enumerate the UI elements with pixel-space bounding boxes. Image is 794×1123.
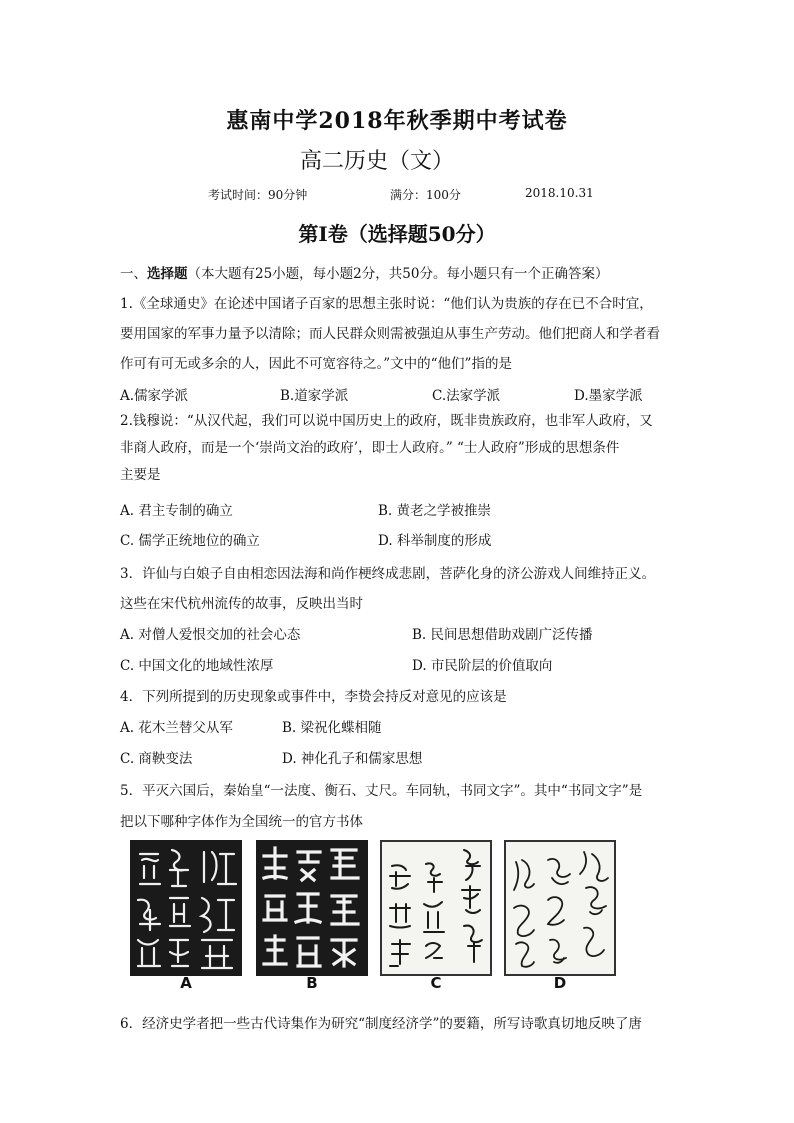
- cursive-script-image: [504, 840, 616, 976]
- exam-time: 考试时间：90分钟: [208, 188, 308, 202]
- exam-subtitle: 高二历史（文）: [300, 149, 455, 174]
- q2-option-c: C. 儒学正统地位的确立: [120, 533, 260, 549]
- q4-option-a: A. 花木兰替父从军: [120, 720, 233, 736]
- q1-line-2: 要用国家的军事力量予以清除；而人民群众则需被强迫从事生产劳动。他们把商人和学者看: [120, 326, 660, 342]
- q5-line-2: 把以下哪种字体作为全国统一的官方书体: [120, 814, 363, 830]
- q1-option-d: D.墨家学派: [574, 388, 643, 404]
- q2-option-d: D. 科举制度的形成: [378, 533, 492, 549]
- script-label-c: C: [430, 974, 442, 992]
- script-sample-c: [380, 840, 492, 990]
- q6-line-1: 6．经济史学者把一些古代诗集作为研究“制度经济学”的要籍，所写诗歌真切地反映了唐: [120, 1016, 642, 1032]
- exam-title: 惠南中学2018年秋季期中考试卷: [226, 108, 568, 134]
- q4-option-c: C. 商鞅变法: [120, 751, 193, 767]
- exam-date: 2018.10.31: [525, 186, 594, 200]
- q4-option-b: B. 梁祝化蝶相随: [282, 720, 382, 736]
- q1-option-a: A.儒家学派: [120, 388, 189, 404]
- q5-line-1: 5．平灭六国后，秦始皇“一法度、衡石、丈尺。车同轨，书同文字”。其中“书同文字”是: [120, 783, 643, 799]
- section-title: 第Ⅰ卷（选择题50分）: [298, 222, 496, 246]
- running-script-image: [380, 840, 492, 976]
- script-sample-b: [256, 840, 368, 990]
- q2-line-1: 2.钱穆说：“从汉代起，我们可以说中国历史上的政府，既非贵族政府，也非军人政府，又: [120, 413, 653, 429]
- q4-line-1: 4．下列所提到的历史现象或事件中，李贽会持反对意见的应该是: [120, 689, 507, 705]
- script-label-a: A: [180, 974, 192, 992]
- script-sample-d: [504, 840, 616, 990]
- q3-line-1: 3．许仙与白娘子自由相恋因法海和尚作梗终成悲剧，菩萨化身的济公游戏人间维持正义。: [120, 566, 656, 582]
- q3-line-2: 这些在宋代杭州流传的故事，反映出当时: [120, 596, 363, 612]
- q2-option-a: A. 君主专制的确立: [120, 503, 233, 519]
- q3-option-c: C. 中国文化的地域性浓厚: [120, 658, 274, 674]
- q2-line-3: 主要是: [120, 467, 161, 483]
- clerical-script-image: [256, 840, 368, 976]
- q1-line-1: 1.《全球通史》在论述中国诸子百家的思想主张时说：“他们认为贵族的存在已不合时宜，: [120, 296, 653, 312]
- q3-option-b: B. 民间思想借助戏剧广泛传播: [412, 627, 593, 643]
- q4-option-d: D. 神化孔子和儒家思想: [282, 751, 423, 767]
- q1-line-3: 作可有可无或多余的人，因此不可宽容待之。”文中的“他们”指的是: [120, 356, 512, 372]
- q2-line-2: 非商人政府，而是一个‘崇尚文治的政府’，即士人政府。” “士人政府”形成的思想条件: [120, 440, 620, 456]
- section-instruction: 一、选择题（本大题有25小题，每小题2分，共50分。每小题只有一个正确答案）: [120, 266, 609, 282]
- q3-option-a: A. 对僧人爱恨交加的社会心态: [120, 627, 301, 643]
- script-sample-a: [130, 840, 242, 990]
- q3-option-d: D. 市民阶层的价值取向: [412, 658, 553, 674]
- q2-option-b: B. 黄老之学被推崇: [378, 503, 492, 519]
- q1-option-b: B.道家学派: [280, 388, 349, 404]
- q1-option-c: C.法家学派: [432, 388, 501, 404]
- script-label-b: B: [306, 974, 318, 992]
- script-label-d: D: [553, 974, 567, 992]
- full-score: 满分：100分: [390, 188, 461, 202]
- seal-script-image: [130, 840, 242, 976]
